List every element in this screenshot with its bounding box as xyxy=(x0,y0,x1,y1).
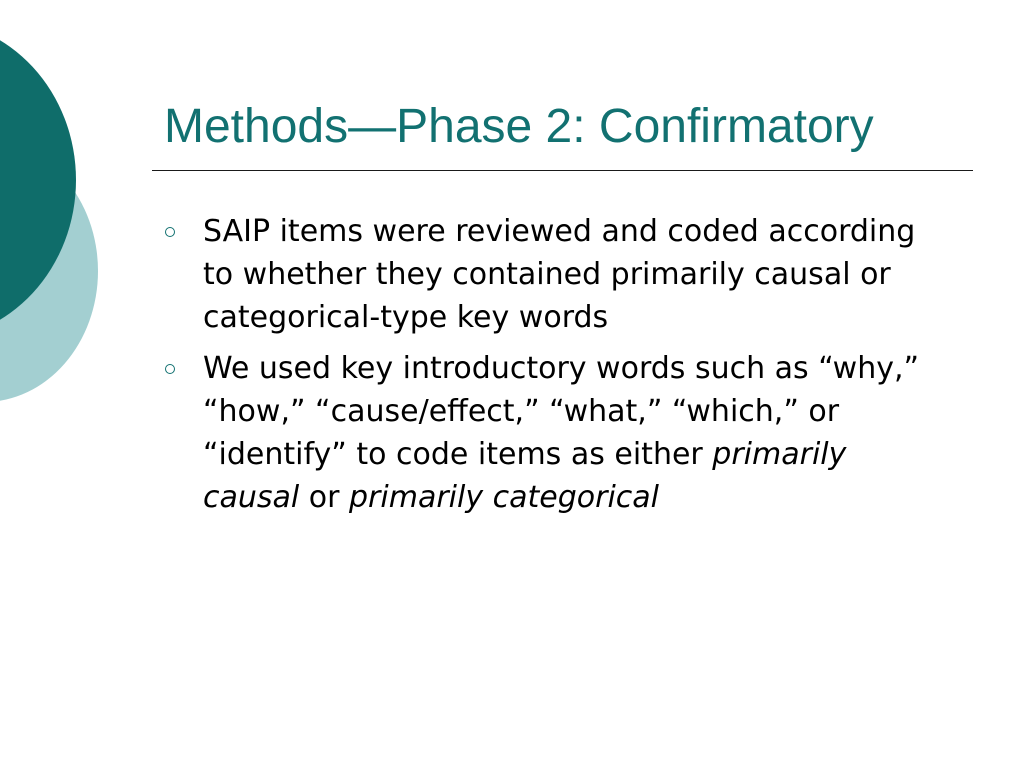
bullet-item xyxy=(160,347,940,519)
bullet-text xyxy=(203,347,940,519)
title-divider xyxy=(152,170,973,171)
bullet-text xyxy=(203,210,940,339)
bullet-item xyxy=(160,210,940,339)
slide-title: Methods—Phase 2: Confirmatory xyxy=(164,100,874,153)
bullet-text-content: SAIP items were reviewed and coded according to whether they contained primarily causal or categorical-type key words xyxy=(203,214,916,335)
bullet-text-connector: or xyxy=(299,480,350,515)
emphasis-primarily-categorical: primarily categorical xyxy=(349,480,660,515)
emphasis-primarily-causal: primarily causal xyxy=(203,437,847,515)
hollow-circle-bullet-icon xyxy=(165,227,175,237)
bullet-list xyxy=(160,210,940,527)
hollow-circle-bullet-icon xyxy=(165,364,175,374)
bullet-text-lead: We used key introductory words such as “why,” “how,” “cause/effect,” “what,” “which,” or “identify” to code items as either xyxy=(203,351,920,472)
